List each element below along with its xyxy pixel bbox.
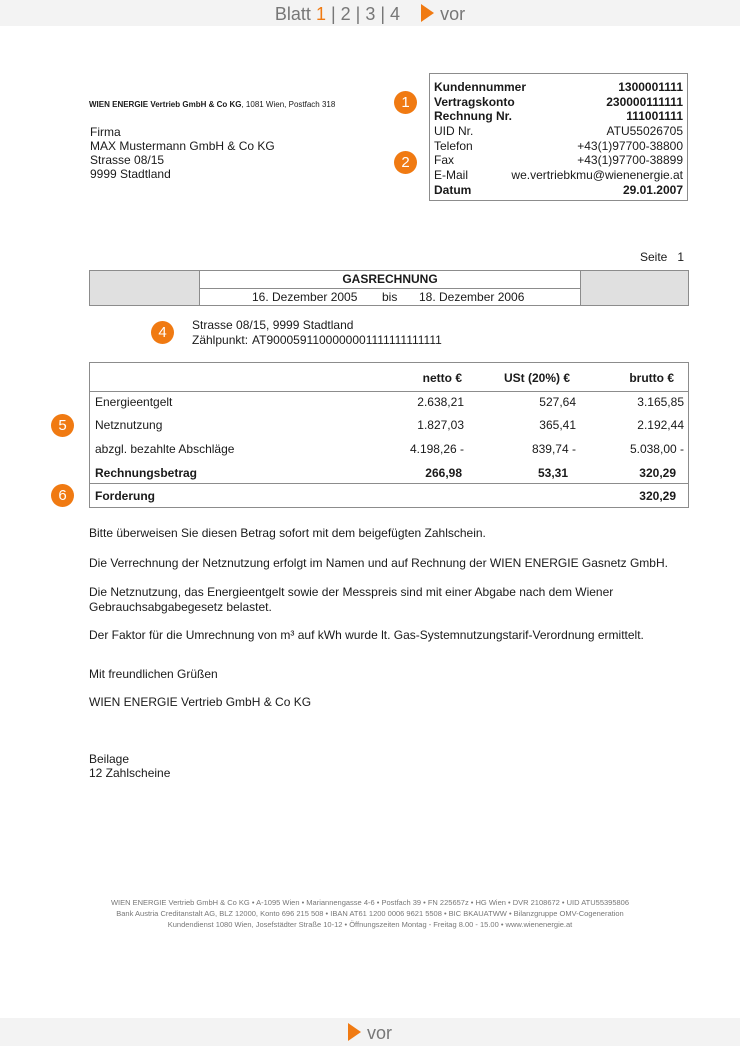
- row-label: Rechnungsbetrag: [95, 466, 198, 480]
- total-row: [90, 484, 688, 508]
- callout-badge-6: 6: [51, 484, 74, 507]
- sender-line: [89, 100, 335, 109]
- callout-badge-2: 2: [394, 151, 417, 174]
- info-value: 230000111111: [606, 94, 683, 109]
- meter-point-value: AT9000591100000001111111111111: [252, 333, 442, 347]
- payment-note: Bitte überweisen Sie diesen Betrag sofort mit dem beigefügten Zahlschein.: [89, 526, 486, 540]
- row-label: abzgl. bezahlte Abschläge: [95, 442, 235, 456]
- brutto-cell: 5.038,00 -: [629, 442, 684, 456]
- umrechnung-note: Der Faktor für die Umrechnung von m³ auf kWh wurde lt. Gas-Systemnutzungstarif-Verordnung ermittelt.: [89, 628, 644, 642]
- callout-badge-5: 5: [51, 414, 74, 437]
- supply-location: [192, 318, 442, 348]
- ust-cell: 53,31: [537, 466, 568, 480]
- recipient-line: 9999 Stadtland: [90, 167, 171, 181]
- table-row: [90, 461, 688, 485]
- page-link-1[interactable]: 1: [315, 4, 326, 24]
- next-label: vor: [366, 1023, 392, 1043]
- info-label: Kundennummer: [434, 80, 527, 94]
- callout-badge-4: 4: [151, 321, 174, 344]
- closing-greeting: Mit freundlichen Grüßen: [89, 667, 218, 681]
- table-row: [90, 437, 688, 461]
- meter-point: [192, 333, 442, 348]
- sender-address: , 1081 Wien, Postfach 318: [241, 100, 336, 109]
- meter-point-label: Zählpunkt:: [192, 333, 249, 347]
- page-value: 1: [677, 250, 685, 264]
- info-row: [434, 95, 683, 110]
- page-label: Seite: [640, 250, 668, 264]
- invoice-title-box: [199, 270, 581, 306]
- info-value: 111001111: [626, 109, 683, 124]
- location-address: Strasse 08/15, 9999 Stadtland: [192, 318, 354, 332]
- column-header-brutto: brutto €: [629, 371, 674, 385]
- info-label: Telefon: [434, 138, 473, 153]
- info-label: Datum: [434, 182, 472, 197]
- attachment-value: 12 Zahlscheine: [89, 766, 171, 780]
- recipient-line: MAX Mustermann GmbH & Co KG: [90, 139, 275, 153]
- sender-company: WIEN ENERGIE Vertrieb GmbH & Co KG: [89, 100, 242, 109]
- attachment-label: Beilage: [89, 752, 130, 766]
- bottom-navigation: [0, 1018, 740, 1046]
- row-label: Netznutzung: [95, 418, 163, 432]
- brutto-cell: 3.165,85: [637, 395, 684, 409]
- netto-cell: 4.198,26 -: [409, 442, 464, 456]
- footer-line: Kundendienst 1080 Wien, Josefstädter Straße 10-12 • Öffnungszeiten Montag - Freitag 8.00 - 15.00 • www.wienenergie.at: [167, 920, 573, 929]
- ust-cell: 839,74 -: [531, 442, 576, 456]
- info-row: [434, 168, 683, 183]
- column-header-netto: netto €: [422, 371, 462, 385]
- netto-cell: 2.638,21: [417, 395, 464, 409]
- netto-cell: 266,98: [425, 466, 462, 480]
- callout-badge-1: 1: [394, 91, 417, 114]
- page-link-4[interactable]: 4: [390, 4, 401, 24]
- footer-line: Bank Austria Creditanstalt AG, BLZ 12000, Konto 696 215 508 • IBAN AT61 1200 0006 9621 5508 • BIC BKAUATWW • Bilanzgruppe OMV-Cogeneration: [116, 909, 624, 918]
- period-bis: bis: [382, 290, 398, 304]
- info-label: Rechnung Nr.: [434, 109, 513, 124]
- company-footer: [0, 897, 740, 930]
- column-header-ust: USt (20%) €: [503, 371, 570, 385]
- table-row: [90, 413, 688, 437]
- abgabe-note: Die Netznutzung, das Energieentgelt sowie der Messpreis sind mit einer Abgabe nach dem Wiener Gebrauchsabgabegesetz belastet.: [89, 585, 614, 614]
- row-label: Energieentgelt: [95, 395, 173, 409]
- info-row: [434, 183, 683, 198]
- brutto-cell: 2.192,44: [637, 418, 684, 432]
- total-label: Forderung: [95, 489, 155, 503]
- customer-info-box: [429, 73, 688, 201]
- info-value: ATU55026705: [606, 124, 683, 139]
- blatt-label: Blatt: [274, 4, 311, 24]
- info-label: Fax: [434, 153, 455, 168]
- info-row: [434, 124, 683, 139]
- table-row: [90, 390, 688, 414]
- info-row: [434, 153, 683, 168]
- next-button-bottom[interactable]: [348, 1023, 392, 1043]
- invoice-title: GASRECHNUNG: [200, 271, 580, 289]
- next-button[interactable]: [405, 4, 465, 24]
- info-value: +43(1)97700-38899: [577, 153, 683, 168]
- ust-cell: 527,64: [539, 395, 576, 409]
- info-row: [434, 109, 683, 124]
- page-link-3[interactable]: 3: [365, 4, 376, 24]
- page-number: [640, 250, 684, 264]
- table-header-row: [90, 366, 688, 390]
- total-brutto: 320,29: [639, 489, 676, 503]
- arrow-right-icon: [348, 1023, 361, 1041]
- recipient-line: Firma: [90, 125, 121, 139]
- info-value: +43(1)97700-38800: [577, 138, 683, 153]
- brutto-cell: 320,29: [639, 466, 676, 480]
- info-value: 1300001111: [618, 80, 683, 94]
- period-to: 18. Dezember 2006: [419, 290, 525, 304]
- ust-cell: 365,41: [539, 418, 576, 432]
- info-row: [434, 80, 683, 95]
- netznutzung-note: Die Verrechnung der Netznutzung erfolgt im Namen und auf Rechnung der WIEN ENERGIE Gasnetz GmbH.: [89, 556, 668, 570]
- recipient-address: [90, 125, 275, 181]
- next-label: vor: [440, 4, 466, 24]
- footer-line: WIEN ENERGIE Vertrieb GmbH & Co KG • A-1095 Wien • Mariannengasse 4-6 • Postfach 39 • FN 225657z • HG Wien • DVR 2108672 • UID ATU55395806: [110, 898, 630, 907]
- invoice-header: [89, 270, 689, 306]
- page-link-2[interactable]: 2: [340, 4, 351, 24]
- recipient-line: Strasse 08/15: [90, 153, 165, 167]
- info-value: 29.01.2007: [622, 182, 683, 197]
- billing-period: [200, 289, 580, 306]
- info-label: E-Mail: [434, 168, 469, 183]
- closing-company: WIEN ENERGIE Vertrieb GmbH & Co KG: [89, 695, 312, 709]
- info-label: UID Nr.: [434, 124, 474, 139]
- info-label: Vertragskonto: [434, 94, 515, 109]
- amounts-table: [89, 362, 689, 508]
- info-value: we.vertriebkmu@wienenergie.at: [511, 168, 683, 183]
- period-from: 16. Dezember 2005: [252, 290, 358, 304]
- info-row: [434, 139, 683, 154]
- page-navigation: Blatt 1 | 2 | 3 | 4 vor: [0, 0, 740, 26]
- netto-cell: 1.827,03: [417, 418, 464, 432]
- arrow-right-icon: [421, 4, 434, 22]
